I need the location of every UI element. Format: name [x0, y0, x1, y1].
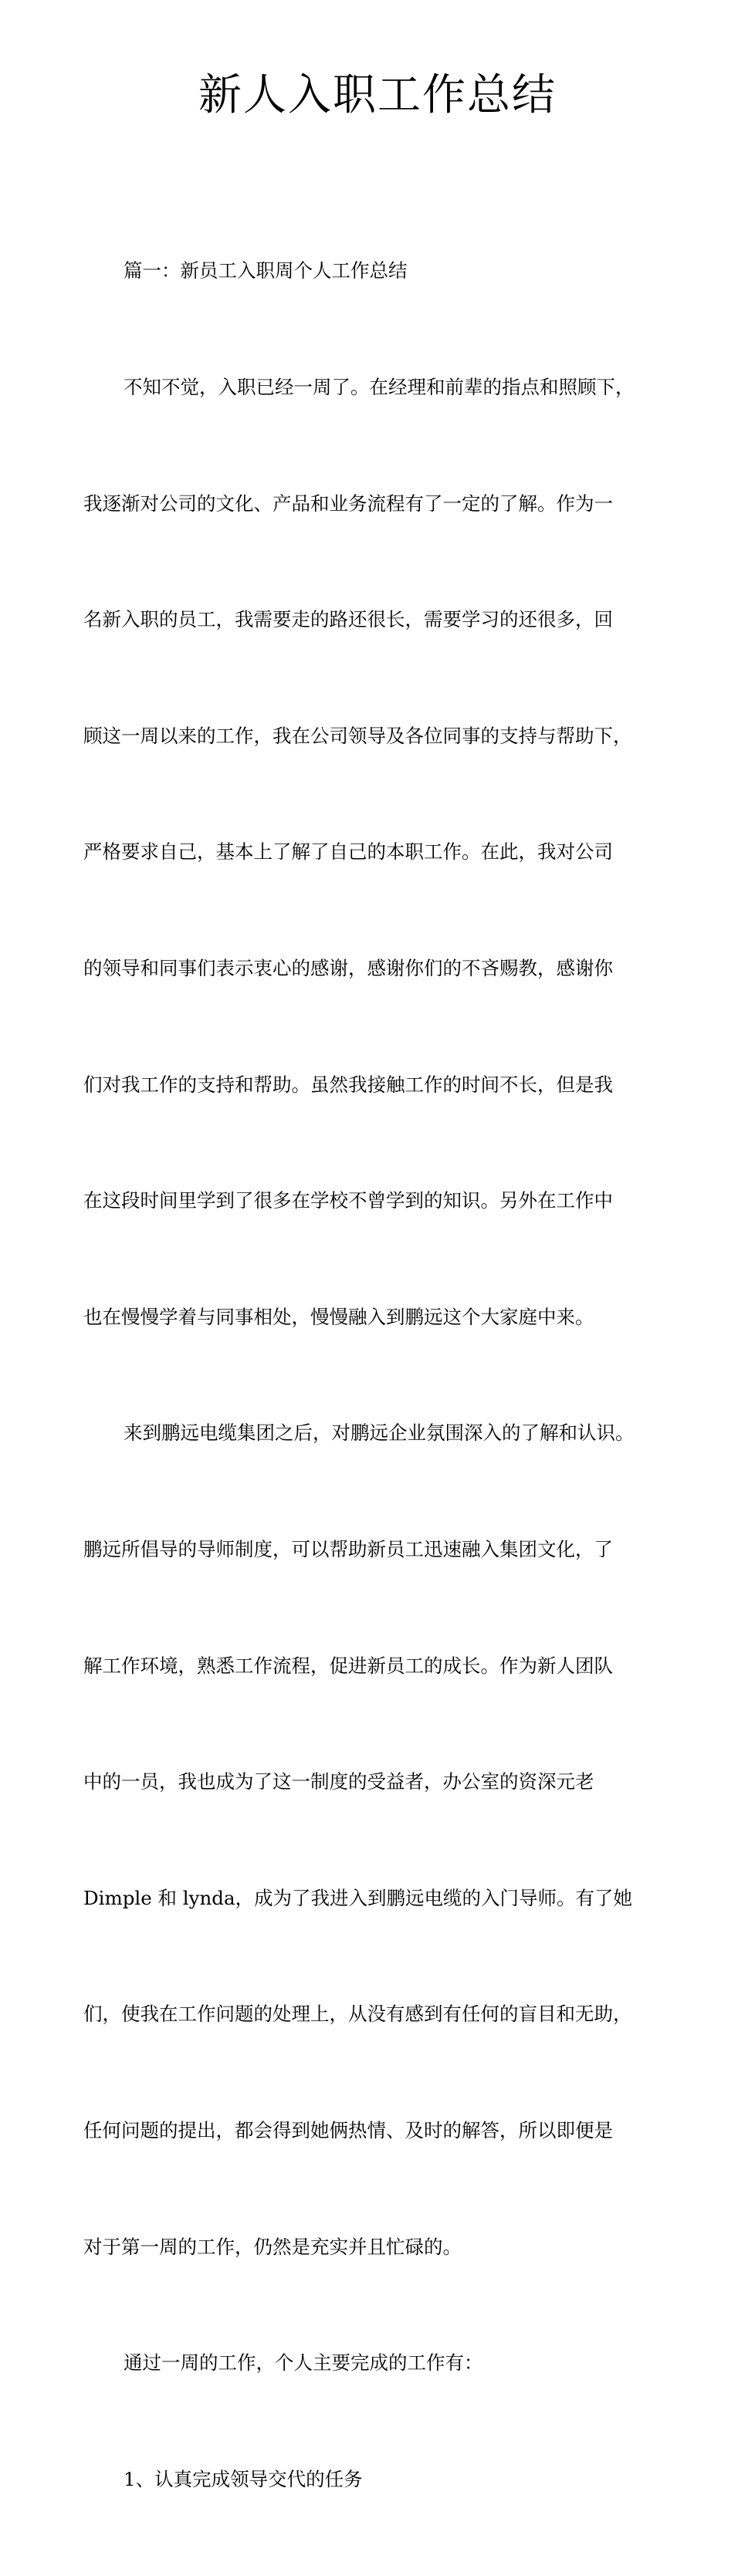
document-title: 新人入职工作总结: [198, 70, 557, 120]
paragraph-line: Dimple 和 lynda，成为了我进入到鹏远电缆的入门导师。有了她: [83, 1886, 633, 1909]
paragraph-line: 对于第一周的工作，仍然是充实并且忙碌的。: [83, 2235, 462, 2258]
paragraph-line: 通过一周的工作，个人主要完成的工作有：: [124, 2351, 483, 2375]
paragraph-line: 的领导和同事们表示衷心的感谢，感谢你们的不吝赐教，感谢你: [83, 956, 613, 979]
paragraph-line: 名新入职的员工，我需要走的路还很长，需要学习的还很多，回: [83, 608, 613, 631]
paragraph-line: 鹏远所倡导的导师制度，可以帮助新员工迅速融入集团文化，了: [83, 1537, 613, 1560]
list-item: 1、认真完成领导交代的任务: [124, 2467, 363, 2490]
paragraph-line: 在这段时间里学到了很多在学校不曾学到的知识。另外在工作中: [83, 1189, 613, 1212]
document-body: [83, 174, 670, 2576]
section-heading: 篇一：新员工入职周个人工作总结: [124, 259, 408, 282]
paragraph-line: 们，使我在工作问题的处理上，从没有感到有任何的盲目和无助，: [83, 2003, 632, 2026]
paragraph-line: 我逐渐对公司的文化、产品和业务流程有了一定的了解。作为一: [83, 492, 613, 515]
paragraph-line: 来到鹏远电缆集团之后，对鹏远企业氛围深入的了解和认识。: [124, 1422, 635, 1445]
paragraph-line: 不知不觉，入职已经一周了。在经理和前辈的指点和照顾下，: [124, 376, 635, 398]
paragraph-line: 们对我工作的支持和帮助。虽然我接触工作的时间不长，但是我: [83, 1073, 613, 1096]
paragraph-line: 任何问题的提出，都会得到她俩热情、及时的解答，所以即便是: [83, 2118, 613, 2142]
paragraph-line: 解工作环境，熟悉工作流程，促进新员工的成长。作为新人团队: [83, 1654, 613, 1677]
paragraph-line: 严格要求自己，基本上了解了自己的本职工作。在此，我对公司: [83, 840, 613, 864]
paragraph-line: 中的一员，我也成为了这一制度的受益者，办公室的资深元老: [83, 1770, 594, 1793]
paragraph-line: 也在慢慢学着与同事相处，慢慢融入到鹏远这个大家庭中来。: [83, 1305, 594, 1328]
paragraph-line: 顾这一周以来的工作，我在公司领导及各位同事的支持与帮助下，: [83, 724, 632, 747]
